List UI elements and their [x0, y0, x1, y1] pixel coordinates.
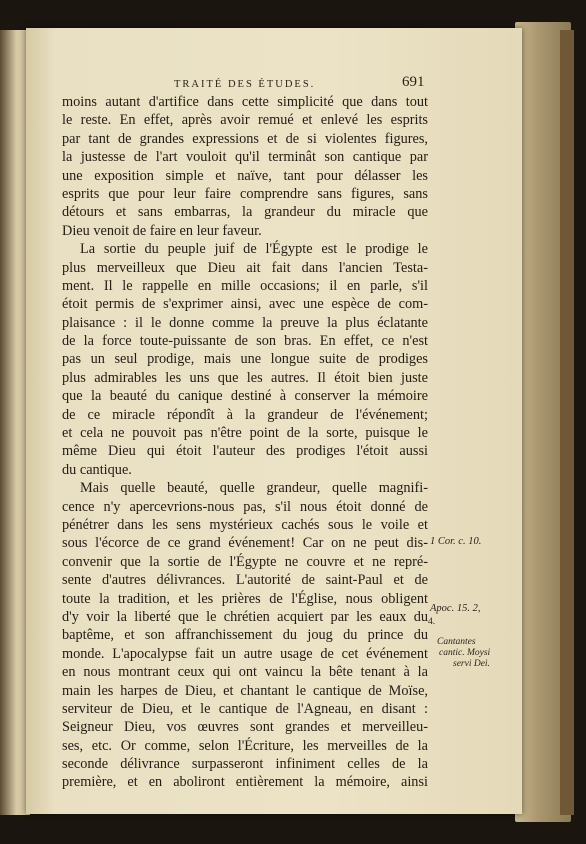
text-line: étoit permis de s'exprimer ainsi, avec une espèce de com-	[62, 296, 428, 313]
margin-note-apoc-cont: 4.	[428, 617, 436, 627]
cover-edge	[560, 30, 574, 815]
text-line: plus merveilleux que Dieu ait fait dans l'ancien Testa-	[62, 259, 428, 276]
text-line: Dieu venoit de faire en leur faveur.	[62, 222, 262, 239]
text-line: convenir que la sortie de l'Égypte ne couvre et ne repré-	[62, 553, 428, 570]
text-line: plus admirables les uns que les autres. Il étoit bien juste	[62, 369, 428, 386]
text-line: toute la tradition, et les prières de l'Église, nous obligent	[62, 590, 428, 607]
text-line: sous l'écorce de ce grand événement! Car on ne peut dis-	[62, 535, 428, 552]
text-line: La sortie du peuple juif de l'Égypte est le prodige le	[80, 241, 428, 258]
text-line: Mais quelle beauté, quelle grandeur, quelle magnifi-	[80, 480, 428, 497]
text-line: sente d'autres délivrances. L'autorité de saint-Paul et de	[62, 572, 428, 589]
page-number: 691	[402, 74, 425, 90]
text-line: pénétrer dans les sens mystérieux cachés sous le voile et	[62, 516, 428, 533]
text-line: baptême, et son affranchissement du joug du prince du	[62, 627, 428, 644]
text-line: le reste. En effet, après avoir remué et enlevé les esprits	[62, 112, 428, 129]
margin-note-cor: 1 Cor. c. 10.	[430, 536, 482, 547]
text-line: d'y voir la liberté que le chrétien acquiert par les eaux du	[62, 608, 428, 625]
text-line: la justesse de l'art vouloit qu'il terminât son cantique par	[62, 149, 428, 166]
text-line: ses, etc. Or comme, selon l'Écriture, les merveilles de la	[62, 737, 428, 754]
text-line: détours et sans embarras, la grandeur du miracle que	[62, 204, 428, 221]
text-line: Seigneur Dieu, vos œuvres sont grandes et merveilleu-	[62, 719, 428, 736]
text-line: esprits que pour leur faire comprendre sans figures, sans	[62, 185, 428, 202]
margin-note-servi: servi Dei.	[453, 659, 490, 669]
text-line: du cantique.	[62, 461, 132, 478]
text-line: et cela ne pouvoit pas n'être point de la sorte, puisque le	[62, 425, 428, 442]
text-line: première, et en aboliront entièrement la mémoire, ainsi	[62, 774, 428, 791]
text-line: ment. Il le rappelle en mille occasions; il en parle, s'il	[62, 277, 428, 294]
body-text	[62, 93, 428, 792]
text-line: monde. L'apocalypse fait un autre usage de cet événement	[62, 645, 428, 662]
running-title: TRAITÉ DES ÉTUDES.	[174, 79, 316, 90]
margin-note-apoc: Apoc. 15. 2,	[430, 603, 481, 614]
text-line: que la beauté du canique destiné à conserver la mémoire	[62, 388, 428, 405]
text-line: par tant de grandes expressions et de si violentes figures,	[62, 130, 428, 147]
text-line: de la force toute-puissante de son bras. En effet, ce n'est	[62, 333, 428, 350]
text-line: moins autant d'artifice dans cette simplicité que dans tout	[62, 94, 428, 110]
text-line: plaisance : il le donne comme la preuve la plus éclatante	[62, 314, 428, 331]
text-line: serviteur de Dieu, et le cantique de l'Agneau, en disant :	[62, 700, 428, 717]
text-line: même Dieu qui étoit l'auteur des prodiges l'étoit aussi	[62, 443, 428, 460]
text-line: de ce miracle répondît à la grandeur de l'événement;	[62, 406, 428, 423]
text-line: pas un seul prodige, mais une longue suite de prodiges	[62, 351, 428, 368]
margin-note-cantantes: Cantantes	[437, 637, 476, 647]
text-line: cence n'y apercevrions-nous pas, s'il nous étoit donné de	[62, 498, 428, 515]
text-line: une exposition simple et naïve, tant pour délasser les	[62, 167, 428, 184]
margin-note-cantic: cantic. Moysi	[439, 648, 491, 658]
text-line: seconde délivrance surpasseront infiniment celles de la	[62, 756, 428, 773]
text-line: main les harpes de Dieu, et chantant le cantique de Moïse,	[62, 682, 428, 699]
text-line: en nous montrant ceux qui ont vaincu la bête tenant à la	[62, 664, 428, 681]
